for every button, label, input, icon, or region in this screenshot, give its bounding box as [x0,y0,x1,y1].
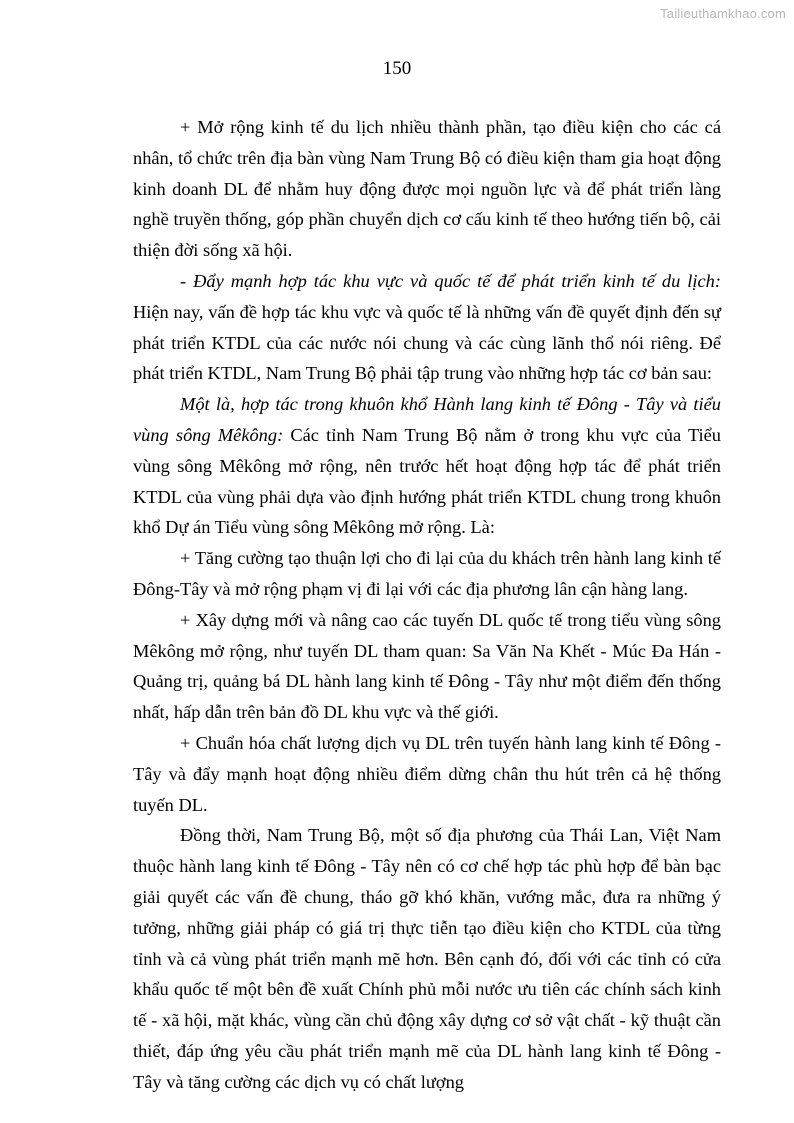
paragraph [133,543,721,605]
paragraph-text: Đồng thời, Nam Trung Bộ, một số địa phương của Thái Lan, Việt Nam thuộc hành lang kinh tế Đông - Tây nên có cơ chế hợp tác phù hợp để bàn bạc giải quyết các vấn đề chung, tháo gỡ khó khăn, vướng mắc, đưa ra những ý tưởng, những giải pháp có giá trị thực tiễn tạo điều kiện cho KTDL của từng tỉnh và cả vùng phát triển mạnh mẽ hơn. Bên cạnh đó, đối với các tỉnh có cửa khẩu quốc tế một bên đề xuất Chính phủ mỗi nước ưu tiên các chính sách kinh tế - xã hội, mặt khác, vùng cần chủ động xây dựng cơ sở vật chất - kỹ thuật cần thiết, đáp ứng yêu cầu phát triển mạnh mẽ của DL hành lang kinh tế Đông - Tây và tăng cường các dịch vụ có chất lượng [133,825,721,1092]
paragraph [133,389,721,543]
paragraph-text: + Mở rộng kinh tế du lịch nhiều thành phần, tạo điều kiện cho các cá nhân, tổ chức trên địa bàn vùng Nam Trung Bộ có điều kiện tham gia hoạt động kinh doanh DL để nhằm huy động được mọi nguồn lực và để phát triển làng nghề truyền thống, góp phần chuyển dịch cơ cấu kinh tế theo hướng tiến bộ, cải thiện đời sống xã hội. [133,117,721,261]
paragraph [133,728,721,820]
paragraph-text: + Xây dựng mới và nâng cao các tuyến DL quốc tế trong tiểu vùng sông Mêkông mở rộng, như tuyến DL tham quan: Sa Văn Na Khết - Múc Đa Hán - Quảng trị, quảng bá DL hành lang kinh tế Đông - Tây như một điểm đến thống nhất, hấp dẫn trên bản đồ DL khu vực và thế giới. [133,609,721,723]
watermark-text: Tailieuthamkhao.com [660,6,786,21]
paragraph-text: Các tỉnh Nam Trung Bộ nằm ở trong khu vực của Tiểu vùng sông Mêkông mở rộng, nên trước hết hoạt động hợp tác để phát triển KTDL của vùng phải dựa vào định hướng phát triển KTDL chung trong khuôn khổ Dự án Tiểu vùng sông Mêkông mở rộng. Là: [133,424,721,538]
paragraph-text: + Tăng cường tạo thuận lợi cho đi lại của du khách trên hành lang kinh tế Đông-Tây và mở rộng phạm vị đi lại với các địa phương lân cận hàng lang. [133,548,721,599]
paragraph-italic-heading: Một là, hợp tác trong khuôn khổ Hành lang kinh tế Đông - Tây và tiểu vùng sông Mêkông: [133,394,721,445]
page-number: 150 [382,58,412,79]
paragraph [133,820,721,1097]
paragraph [133,266,721,389]
paragraph-italic-heading: - Đẩy mạnh hợp tác khu vực và quốc tế để phát triển kinh tế du lịch: [180,270,721,291]
paragraph-text: + Chuẩn hóa chất lượng dịch vụ DL trên tuyến hành lang kinh tế Đông - Tây và đẩy mạnh hoạt động nhiều điểm dừng chân thu hút trên cả hệ thống tuyến DL. [133,732,721,815]
document-body [133,112,721,1098]
paragraph [133,605,721,728]
paragraph [133,112,721,266]
paragraph-text: Hiện nay, vấn đề hợp tác khu vực và quốc tế là những vấn đề quyết định đến sự phát triển KTDL của các nước nói chung và các cùng lãnh thổ nói riêng. Để phát triển KTDL, Nam Trung Bộ phải tập trung vào những hợp tác cơ bản sau: [133,301,721,384]
